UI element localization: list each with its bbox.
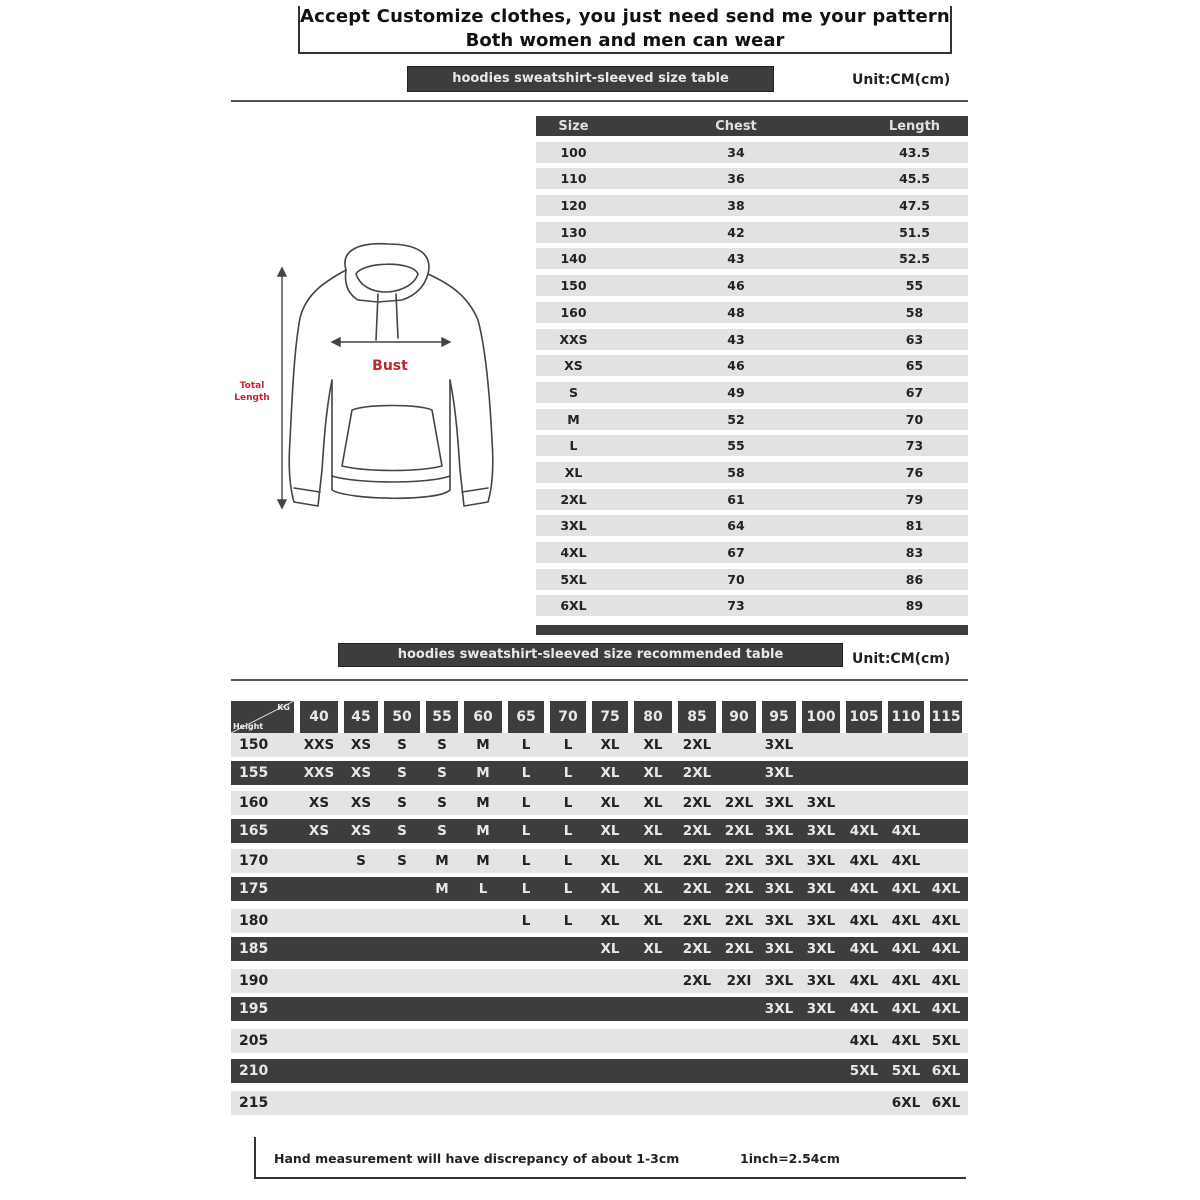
table-row xyxy=(536,569,968,590)
size-recommendation-cell: M xyxy=(476,765,490,781)
table-row xyxy=(536,409,968,430)
table-row xyxy=(536,275,968,296)
size-recommendation-cell: M xyxy=(476,853,490,869)
size-recommendation-cell: 6XL xyxy=(931,1095,961,1111)
size-recommendation-cell: 3XL xyxy=(764,737,794,753)
size-recommendation-cell: 2XL xyxy=(682,737,712,753)
length-cell: 67 xyxy=(905,384,924,400)
table-row xyxy=(231,761,968,785)
footer-box xyxy=(254,1137,966,1179)
length-cell: 76 xyxy=(905,464,924,480)
size-recommendation-cell: S xyxy=(437,737,447,753)
size-recommendation-cell: 4XL xyxy=(931,1001,961,1017)
total-length-label-1: Total xyxy=(239,381,265,391)
length-cell: 83 xyxy=(905,545,924,560)
size-recommendation-cell: 3XL xyxy=(806,853,836,869)
height-label: 195 xyxy=(239,1001,269,1017)
size-recommendation-cell: 4XL xyxy=(891,941,921,957)
table-row xyxy=(536,248,968,269)
size-recommendation-cell: 4XL xyxy=(891,853,921,869)
size-recommendation-cell: XL xyxy=(600,853,620,869)
size-recommendation-cell: 2XL xyxy=(682,823,712,839)
size-recommendation-cell: 4XL xyxy=(849,973,879,989)
size-recommendation-cell: 2XL xyxy=(724,853,754,869)
size-recommendation-cell: 4XL xyxy=(849,823,879,839)
table-row xyxy=(536,462,968,483)
size-recommendation-cell: XL xyxy=(600,913,620,929)
table-row xyxy=(536,222,968,243)
table-row xyxy=(536,195,968,216)
size-recommendation-cell: S xyxy=(356,853,366,869)
column-header-length: Length xyxy=(888,118,941,134)
size-recommendation-cell: 3XL xyxy=(764,795,794,811)
size-recommendation-cell: L xyxy=(563,913,573,929)
size-recommendation-cell: 6XL xyxy=(891,1095,921,1111)
size-recommendation-cell: XL xyxy=(600,737,620,753)
height-label: 180 xyxy=(239,913,269,929)
weight-header-cell: 55 xyxy=(426,701,458,733)
size-recommendation-cell: M xyxy=(476,795,490,811)
length-cell: 45.5 xyxy=(899,171,930,187)
size-recommendation-cell: XL xyxy=(643,795,663,811)
chest-cell: 58 xyxy=(727,464,745,480)
total-length-label-2: Length xyxy=(234,393,270,403)
size-recommendation-cell: L xyxy=(563,853,573,869)
size-recommendation-cell: L xyxy=(563,881,573,897)
size-cell: 110 xyxy=(560,171,587,187)
size-recommendation-cell: 4XL xyxy=(849,853,879,869)
corner-height-label: Height xyxy=(233,722,264,731)
size-recommendation-cell: 4XL xyxy=(849,1001,879,1017)
recommended-table-unit: Unit:CM(cm) xyxy=(852,651,951,667)
size-recommendation-cell: L xyxy=(478,881,488,897)
size-cell: L xyxy=(569,438,578,454)
height-label: 190 xyxy=(239,973,269,989)
size-recommendation-cell: L xyxy=(521,823,531,839)
size-table-footer-bar xyxy=(536,625,968,635)
size-recommendation-cell: XL xyxy=(643,853,663,869)
size-recommendation-cell: L xyxy=(563,795,573,811)
chest-cell: 70 xyxy=(727,571,745,587)
divider xyxy=(231,679,968,681)
size-recommendation-cell: 3XL xyxy=(806,913,836,929)
size-recommendation-cell: 4XL xyxy=(931,973,961,989)
size-recommendation-cell: XS xyxy=(308,823,330,839)
size-cell: 150 xyxy=(560,278,587,294)
chest-cell: 73 xyxy=(727,598,745,614)
size-recommendation-cell: 4XL xyxy=(931,941,961,957)
length-cell: 47.5 xyxy=(899,198,930,214)
size-recommendation-cell: 3XL xyxy=(764,881,794,897)
chest-cell: 46 xyxy=(727,278,745,294)
size-recommendation-cell: S xyxy=(397,853,407,869)
size-recommendation-cell: XL xyxy=(600,765,620,781)
weight-header-cell: 95 xyxy=(762,701,796,733)
size-recommendation-cell: S xyxy=(397,765,407,781)
recommended-table xyxy=(231,701,968,1123)
size-recommendation-cell: 2XL xyxy=(724,941,754,957)
weight-header-cell: 110 xyxy=(888,701,924,733)
size-cell: 6XL xyxy=(560,598,587,614)
header-corner xyxy=(231,701,294,733)
table-row xyxy=(536,595,968,616)
size-table-body xyxy=(536,142,968,617)
recommended-table-title: hoodies sweatshirt-sleeved size recommended table xyxy=(338,643,843,667)
size-recommendation-cell: L xyxy=(521,765,531,781)
size-recommendation-cell: S xyxy=(437,765,447,781)
height-label: 185 xyxy=(239,941,269,957)
table-row xyxy=(231,1091,968,1115)
length-cell: 86 xyxy=(905,571,924,587)
size-recommendation-cell: 2XL xyxy=(724,881,754,897)
size-recommendation-cell: 5XL xyxy=(849,1063,879,1079)
table-row xyxy=(231,733,968,757)
size-recommendation-cell: XS xyxy=(308,795,330,811)
size-recommendation-cell: M xyxy=(435,881,449,897)
height-label: 175 xyxy=(239,881,269,897)
corner-kg-label: KG xyxy=(277,703,290,712)
chest-cell: 55 xyxy=(727,438,745,454)
length-cell: 70 xyxy=(905,411,924,427)
weight-header-cell: 105 xyxy=(846,701,882,733)
size-recommendation-cell: 5XL xyxy=(931,1033,961,1049)
weight-header-cell: 100 xyxy=(802,701,840,733)
size-recommendation-cell: XL xyxy=(643,913,663,929)
size-recommendation-cell: 3XL xyxy=(764,973,794,989)
weight-header-cell: 50 xyxy=(384,701,420,733)
table-row xyxy=(536,542,968,563)
size-recommendation-cell: S xyxy=(437,795,447,811)
size-recommendation-cell: 4XL xyxy=(931,881,961,897)
recommended-table-body xyxy=(231,733,968,1123)
header-customize-text: Accept Customize clothes, you just need send me your pattern xyxy=(300,6,950,27)
height-label: 155 xyxy=(239,765,269,781)
chest-cell: 36 xyxy=(727,171,745,187)
size-cell: 120 xyxy=(560,198,587,214)
size-recommendation-cell: S xyxy=(397,823,407,839)
size-recommendation-cell: 4XL xyxy=(891,1001,921,1017)
table-row xyxy=(536,489,968,510)
size-recommendation-cell: XL xyxy=(643,737,663,753)
chest-cell: 64 xyxy=(727,518,745,534)
size-recommendation-cell: 4XL xyxy=(891,973,921,989)
size-recommendation-cell: 4XL xyxy=(891,823,921,839)
size-recommendation-cell: 4XL xyxy=(849,881,879,897)
size-recommendation-cell: 4XL xyxy=(891,913,921,929)
length-cell: 79 xyxy=(905,491,924,507)
size-recommendation-cell: 3XL xyxy=(806,795,836,811)
table-row xyxy=(231,877,968,901)
size-recommendation-cell: L xyxy=(563,823,573,839)
size-recommendation-cell: XS xyxy=(350,795,372,811)
size-cell: XL xyxy=(564,464,583,480)
chest-cell: 34 xyxy=(727,144,745,160)
size-recommendation-cell: 3XL xyxy=(806,941,836,957)
size-cell: 100 xyxy=(560,144,587,160)
size-recommendation-cell: M xyxy=(476,737,490,753)
height-label: 210 xyxy=(239,1063,269,1079)
size-recommendation-cell: S xyxy=(437,823,447,839)
size-recommendation-cell: 3XL xyxy=(806,973,836,989)
table-row xyxy=(231,1059,968,1083)
size-recommendation-cell: 3XL xyxy=(806,881,836,897)
table-row xyxy=(231,819,968,843)
size-table-unit: Unit:CM(cm) xyxy=(852,72,951,88)
chest-cell: 67 xyxy=(727,545,745,560)
chest-cell: 38 xyxy=(727,198,745,214)
size-recommendation-cell: XS xyxy=(350,737,372,753)
size-recommendation-cell: L xyxy=(563,765,573,781)
length-cell: 63 xyxy=(905,331,924,347)
length-cell: 81 xyxy=(905,518,924,534)
size-recommendation-cell: XL xyxy=(643,881,663,897)
size-recommendation-cell: 5XL xyxy=(891,1063,921,1079)
size-recommendation-cell: XL xyxy=(643,823,663,839)
size-recommendation-cell: 2XL xyxy=(724,913,754,929)
size-cell: 4XL xyxy=(560,545,587,560)
size-recommendation-cell: 2XL xyxy=(682,765,712,781)
chest-cell: 43 xyxy=(727,331,745,347)
weight-header-cell: 90 xyxy=(722,701,756,733)
size-recommendation-cell: M xyxy=(476,823,490,839)
divider xyxy=(231,100,968,102)
recommended-table-header xyxy=(231,701,968,733)
size-recommendation-cell: L xyxy=(521,853,531,869)
weight-header-cell: 45 xyxy=(344,701,378,733)
length-cell: 51.5 xyxy=(899,224,930,240)
length-cell: 58 xyxy=(905,304,924,320)
size-recommendation-cell: XL xyxy=(600,881,620,897)
size-recommendation-cell: M xyxy=(435,853,449,869)
size-recommendation-cell: L xyxy=(563,737,573,753)
size-cell: 140 xyxy=(560,251,587,267)
column-header-chest: Chest xyxy=(715,118,757,134)
weight-header-cell: 115 xyxy=(930,701,962,733)
table-row xyxy=(536,355,968,376)
size-recommendation-cell: L xyxy=(521,737,531,753)
height-label: 165 xyxy=(239,823,269,839)
bust-label: Bust xyxy=(372,358,408,374)
chest-cell: 43 xyxy=(727,251,745,267)
chest-cell: 52 xyxy=(727,411,745,427)
size-recommendation-cell: 3XL xyxy=(764,823,794,839)
hoodie-diagram-icon xyxy=(228,240,528,520)
weight-header-cell: 65 xyxy=(508,701,544,733)
weight-header-cell: 80 xyxy=(634,701,672,733)
chest-cell: 61 xyxy=(727,491,745,507)
size-recommendation-cell: XL xyxy=(643,765,663,781)
size-cell: XS xyxy=(564,358,583,374)
size-recommendation-cell: 2XI xyxy=(726,973,752,989)
size-recommendation-cell: 2XL xyxy=(724,795,754,811)
size-recommendation-cell: 4XL xyxy=(849,941,879,957)
size-recommendation-cell: 3XL xyxy=(764,941,794,957)
size-recommendation-cell: XL xyxy=(600,795,620,811)
table-row xyxy=(231,849,968,873)
size-recommendation-cell: 4XL xyxy=(849,913,879,929)
size-recommendation-cell: 3XL xyxy=(806,1001,836,1017)
table-row xyxy=(231,969,968,993)
height-label: 160 xyxy=(239,795,269,811)
table-row xyxy=(536,329,968,350)
size-recommendation-cell: XXS xyxy=(303,737,335,753)
size-recommendation-cell: 2XL xyxy=(682,973,712,989)
size-cell: 5XL xyxy=(560,571,587,587)
size-cell: XXS xyxy=(559,331,588,347)
size-recommendation-cell: 2XL xyxy=(682,881,712,897)
inch-conversion: 1inch=2.54cm xyxy=(740,1151,840,1166)
table-row xyxy=(231,909,968,933)
size-recommendation-cell: 2XL xyxy=(682,941,712,957)
size-recommendation-cell: 3XL xyxy=(764,853,794,869)
table-row xyxy=(231,791,968,815)
size-recommendation-cell: 4XL xyxy=(849,1033,879,1049)
header-box xyxy=(298,6,952,54)
size-cell: 2XL xyxy=(560,491,587,507)
size-recommendation-cell: XS xyxy=(350,765,372,781)
size-recommendation-cell: L xyxy=(521,795,531,811)
size-recommendation-cell: L xyxy=(521,913,531,929)
size-recommendation-cell: 3XL xyxy=(806,823,836,839)
size-recommendation-cell: 2XL xyxy=(682,795,712,811)
table-row xyxy=(231,997,968,1021)
size-recommendation-cell: XL xyxy=(643,941,663,957)
size-recommendation-cell: L xyxy=(521,881,531,897)
height-label: 215 xyxy=(239,1095,269,1111)
table-row xyxy=(536,382,968,403)
size-table-header xyxy=(536,116,968,136)
length-cell: 52.5 xyxy=(899,251,930,267)
size-cell: 130 xyxy=(560,224,587,240)
table-row xyxy=(231,937,968,961)
size-cell: S xyxy=(568,384,578,400)
chest-cell: 49 xyxy=(727,384,745,400)
table-row xyxy=(536,302,968,323)
height-label: 150 xyxy=(239,737,269,753)
size-recommendation-cell: XL xyxy=(600,941,620,957)
size-cell: 3XL xyxy=(560,518,587,534)
length-cell: 73 xyxy=(905,438,924,454)
size-recommendation-cell: XL xyxy=(600,823,620,839)
length-cell: 43.5 xyxy=(899,144,930,160)
weight-header-cell: 75 xyxy=(592,701,628,733)
size-recommendation-cell: XXS xyxy=(303,765,335,781)
size-recommendation-cell: 4XL xyxy=(891,1033,921,1049)
table-row xyxy=(536,515,968,536)
length-cell: 55 xyxy=(905,278,924,294)
size-cell: 160 xyxy=(560,304,587,320)
size-recommendation-cell: S xyxy=(397,737,407,753)
size-table xyxy=(536,116,968,635)
size-recommendation-cell: 4XL xyxy=(891,881,921,897)
hoodie-illustration xyxy=(228,240,528,520)
header-wear-text: Both women and men can wear xyxy=(465,30,785,51)
length-cell: 89 xyxy=(905,598,924,614)
chest-cell: 48 xyxy=(727,304,745,320)
size-recommendation-cell: S xyxy=(397,795,407,811)
size-recommendation-cell: 3XL xyxy=(764,913,794,929)
size-recommendation-cell: 4XL xyxy=(931,913,961,929)
size-cell: M xyxy=(567,411,580,427)
table-row xyxy=(536,168,968,189)
size-recommendation-cell: 2XL xyxy=(682,853,712,869)
chest-cell: 46 xyxy=(727,358,745,374)
table-row xyxy=(536,435,968,456)
size-recommendation-cell: XS xyxy=(350,823,372,839)
weight-header-cell: 40 xyxy=(300,701,338,733)
table-row xyxy=(231,1029,968,1053)
size-recommendation-cell: 2XL xyxy=(724,823,754,839)
height-label: 205 xyxy=(239,1033,269,1049)
height-label: 170 xyxy=(239,853,269,869)
size-table-title: hoodies sweatshirt-sleeved size table xyxy=(407,66,774,92)
weight-header-cell: 70 xyxy=(550,701,586,733)
measurement-note: Hand measurement will have discrepancy of about 1-3cm xyxy=(274,1151,680,1166)
size-recommendation-cell: 3XL xyxy=(764,1001,794,1017)
table-row xyxy=(536,142,968,163)
weight-header-cell: 85 xyxy=(678,701,716,733)
column-header-size: Size xyxy=(558,118,589,134)
size-recommendation-cell: 3XL xyxy=(764,765,794,781)
size-recommendation-cell: 2XL xyxy=(682,913,712,929)
chest-cell: 42 xyxy=(727,224,745,240)
length-cell: 65 xyxy=(905,358,924,374)
size-recommendation-cell: 6XL xyxy=(931,1063,961,1079)
weight-header-cell: 60 xyxy=(464,701,502,733)
